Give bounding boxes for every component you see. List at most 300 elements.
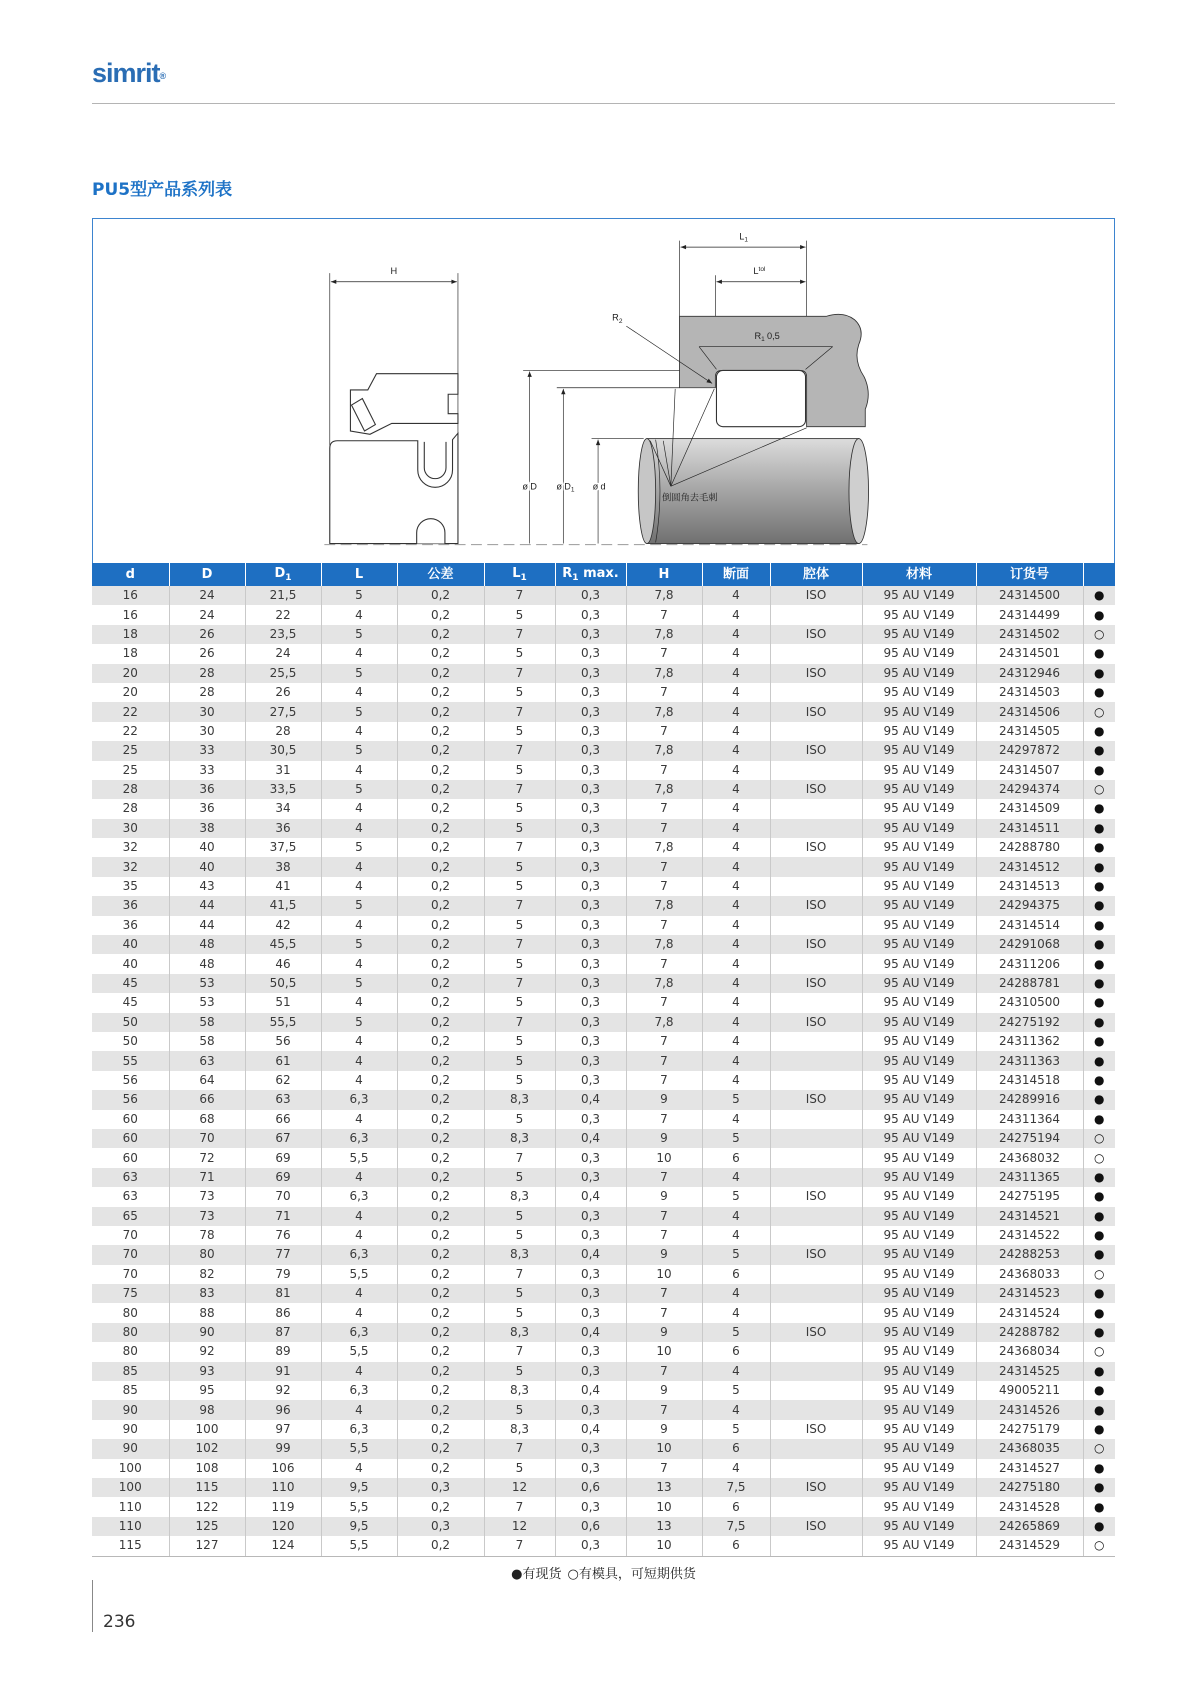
cell-order-number: 24314513 (976, 877, 1083, 896)
cell-H: 7 (626, 799, 702, 818)
cell-cavity: ISO (770, 974, 862, 993)
cell-D1: 96 (245, 1400, 321, 1419)
cell-availability: ● (1083, 819, 1115, 838)
cell-D: 30 (169, 722, 245, 741)
table-row (92, 1265, 1115, 1284)
cell-L: 4 (321, 761, 397, 780)
cell-order-number: 24314526 (976, 1400, 1083, 1419)
cell-L1: 5 (484, 1362, 555, 1381)
cell-material: 95 AU V149 (862, 1362, 976, 1381)
cell-cavity (770, 1129, 862, 1148)
cell-R1-max: 0,3 (555, 916, 626, 935)
cell-L1: 7 (484, 935, 555, 954)
cell-D1: 124 (245, 1536, 321, 1556)
cell-order-number: 24310500 (976, 993, 1083, 1012)
cell-section: 4 (702, 1071, 770, 1090)
cell-R1-max: 0,3 (555, 1342, 626, 1361)
cell-material: 95 AU V149 (862, 683, 976, 702)
cell-d: 110 (92, 1517, 169, 1536)
cell-order-number: 24368034 (976, 1342, 1083, 1361)
cell-H: 10 (626, 1497, 702, 1516)
cell-H: 7,8 (626, 974, 702, 993)
cell-R1-max: 0,3 (555, 838, 626, 857)
table-row (92, 1420, 1115, 1439)
cell-d: 63 (122, 1189, 138, 1204)
cell-availability: ● (1083, 1381, 1115, 1400)
col-header-D1 (245, 563, 321, 586)
cell-d: 56 (122, 1072, 138, 1087)
cell-L1: 5 (484, 916, 555, 935)
cell-D1: 106 (245, 1459, 321, 1478)
cell-order-number: 24314505 (976, 722, 1083, 741)
cell-material: 95 AU V149 (862, 1478, 976, 1497)
cell-tolerance: 0,2 (397, 993, 484, 1012)
cell-R1-max: 0,3 (555, 664, 626, 683)
cell-tolerance: 0,2 (397, 819, 484, 838)
cell-R1-max: 0,3 (555, 1303, 626, 1322)
cell-H: 7 (626, 993, 702, 1012)
cell-H: 7 (626, 1207, 702, 1226)
cell-D1: 77 (245, 1245, 321, 1264)
cell-R1-max: 0,4 (555, 1245, 626, 1264)
cell-L: 4 (321, 916, 397, 935)
cell-tolerance: 0,2 (397, 1207, 484, 1226)
cell-R1-max: 0,3 (555, 761, 626, 780)
diagram-box (92, 218, 1115, 563)
cell-R1-max: 0,3 (555, 877, 626, 896)
cell-order-number: 24368035 (976, 1439, 1083, 1458)
cell-cavity (770, 1265, 862, 1284)
cell-D: 68 (169, 1110, 245, 1129)
cell-availability: ● (1083, 1323, 1115, 1342)
col-header-R1-max (555, 563, 626, 586)
cell-material: 95 AU V149 (862, 857, 976, 876)
cell-D: 108 (169, 1459, 245, 1478)
cell-H: 9 (626, 1129, 702, 1148)
cell-availability: ● (1083, 722, 1115, 741)
table-row (92, 1245, 1115, 1264)
r2-label-sub: 2 (618, 317, 623, 325)
cell-R1-max: 0,3 (555, 935, 626, 954)
cell-L1: 7 (484, 625, 555, 644)
cell-order-number: 24311364 (976, 1110, 1083, 1129)
cell-section: 4 (702, 741, 770, 760)
table-row (92, 1090, 1115, 1109)
table-row (92, 702, 1115, 721)
table-row (92, 1226, 1115, 1245)
cell-tolerance: 0,3 (397, 1478, 484, 1497)
cell-material: 95 AU V149 (862, 1207, 976, 1226)
cell-section: 4 (702, 586, 770, 605)
cell-d: 32 (122, 840, 138, 855)
cell-R1-max: 0,3 (555, 683, 626, 702)
cell-cavity: ISO (770, 1090, 862, 1109)
cell-tolerance: 0,2 (397, 1168, 484, 1187)
cell-order-number: 24265869 (976, 1517, 1083, 1536)
h-label: H (390, 266, 398, 277)
table-row (92, 1497, 1115, 1516)
cell-D: 24 (169, 605, 245, 624)
cell-tolerance: 0,2 (397, 741, 484, 760)
d1-main: D (564, 481, 571, 492)
cell-availability: ● (1083, 1110, 1115, 1129)
cell-D1: 92 (245, 1381, 321, 1400)
cell-availability: ● (1083, 1420, 1115, 1439)
cell-section: 4 (702, 954, 770, 973)
cell-L1: 7 (484, 974, 555, 993)
cell-material: 95 AU V149 (862, 1187, 976, 1206)
table-row (92, 1400, 1115, 1419)
cell-material: 95 AU V149 (862, 1536, 976, 1556)
cell-D1: 42 (245, 916, 321, 935)
r2-label-main: R (612, 312, 619, 323)
cell-D1: 110 (245, 1478, 321, 1497)
cell-D1: 50,5 (245, 974, 321, 993)
cell-material: 95 AU V149 (862, 1381, 976, 1400)
cell-section: 4 (702, 1303, 770, 1322)
cell-material: 95 AU V149 (862, 1342, 976, 1361)
cell-H: 7 (626, 1303, 702, 1322)
cell-section: 6 (702, 1536, 770, 1556)
cell-availability: ● (1083, 1168, 1115, 1187)
cell-tolerance: 0,2 (397, 1420, 484, 1439)
cell-R1-max: 0,3 (555, 1071, 626, 1090)
cell-D1: 69 (245, 1148, 321, 1167)
cell-cavity (770, 857, 862, 876)
rod-body (647, 439, 859, 544)
cell-availability: ● (1083, 586, 1115, 605)
cell-availability: ● (1083, 605, 1115, 624)
cell-H: 7,8 (626, 741, 702, 760)
cell-material: 95 AU V149 (862, 799, 976, 818)
cell-D: 30 (169, 702, 245, 721)
cell-D: 90 (169, 1323, 245, 1342)
table-row (92, 974, 1115, 993)
cell-d: 50 (92, 1013, 169, 1032)
cell-L: 5 (321, 935, 397, 954)
col-header-label: H (658, 566, 670, 582)
cell-R1-max: 0,3 (555, 605, 626, 624)
cell-D: 98 (169, 1400, 245, 1419)
cell-H: 9 (626, 1245, 702, 1264)
cell-H: 7 (626, 761, 702, 780)
cell-d: 18 (122, 646, 138, 661)
cell-L1: 5 (484, 954, 555, 973)
cell-availability: ● (1083, 1090, 1115, 1109)
cell-L1: 5 (484, 644, 555, 663)
cell-order-number: 24288780 (976, 838, 1083, 857)
cell-L: 5,5 (321, 1497, 397, 1516)
table-row (92, 993, 1115, 1012)
cell-L: 6,3 (321, 1090, 397, 1109)
cell-order-number: 24294375 (976, 896, 1083, 915)
table-row (92, 838, 1115, 857)
cell-material: 95 AU V149 (862, 1284, 976, 1303)
cell-cavity (770, 1303, 862, 1322)
cell-d: 25 (122, 762, 138, 777)
cell-tolerance: 0,2 (397, 1323, 484, 1342)
cell-D: 38 (169, 819, 245, 838)
cell-L: 4 (321, 1032, 397, 1051)
cell-D1: 36 (245, 819, 321, 838)
cell-D1: 41,5 (245, 896, 321, 915)
cell-d: 90 (92, 1439, 169, 1458)
table-row (92, 799, 1115, 818)
cell-availability: ● (1083, 1362, 1115, 1381)
cell-order-number: 24314511 (976, 819, 1083, 838)
cell-L: 4 (321, 954, 397, 973)
cell-material: 95 AU V149 (862, 916, 976, 935)
cell-L1: 7 (484, 1342, 555, 1361)
cell-section: 4 (702, 1226, 770, 1245)
cell-availability: ● (1083, 1517, 1115, 1536)
cell-cavity: ISO (770, 664, 862, 683)
col-header-L (321, 563, 397, 586)
cell-D: 72 (169, 1148, 245, 1167)
cell-D1: 45,5 (245, 935, 321, 954)
cell-D: 40 (169, 857, 245, 876)
cell-R1-max: 0,3 (555, 1013, 626, 1032)
cell-L1: 8,3 (484, 1381, 555, 1400)
table-row (92, 1381, 1115, 1400)
cell-R1-max: 0,4 (555, 1187, 626, 1206)
cell-order-number: 24275194 (976, 1129, 1083, 1148)
cell-material: 95 AU V149 (862, 877, 976, 896)
cell-D: 78 (169, 1226, 245, 1245)
table-row (92, 722, 1115, 741)
cell-L: 5,5 (321, 1536, 397, 1556)
cell-D1: 51 (245, 993, 321, 1012)
d-outer-label (522, 481, 537, 491)
col-header-label: 订货号 (1009, 566, 1049, 582)
cell-material: 95 AU V149 (862, 1459, 976, 1478)
cell-d: 90 (92, 1400, 169, 1419)
table-body (92, 586, 1115, 1556)
page-number-rule (92, 1580, 93, 1632)
cell-H: 9 (626, 1381, 702, 1400)
cell-cavity (770, 1148, 862, 1167)
cell-cavity (770, 1071, 862, 1090)
cell-section: 4 (702, 1284, 770, 1303)
cell-d: 45 (92, 974, 169, 993)
legend-in-stock: ●有现货 (511, 1567, 562, 1582)
cell-d: 85 (122, 1383, 138, 1398)
table-row (92, 877, 1115, 896)
cell-tolerance: 0,2 (397, 605, 484, 624)
cell-cavity (770, 1226, 862, 1245)
cell-d: 110 (118, 1499, 142, 1514)
cell-L: 4 (321, 683, 397, 702)
cell-cavity (770, 1439, 862, 1458)
cell-tolerance: 0,2 (397, 1013, 484, 1032)
cell-D1: 63 (245, 1090, 321, 1109)
col-header-availability (1083, 563, 1115, 586)
cell-D1: 56 (245, 1032, 321, 1051)
cell-section: 5 (702, 1381, 770, 1400)
col-header-label: L (512, 566, 521, 581)
cell-R1-max: 0,6 (555, 1478, 626, 1497)
cell-material: 95 AU V149 (862, 1226, 976, 1245)
cell-section: 4 (702, 683, 770, 702)
cell-D: 71 (169, 1168, 245, 1187)
cell-d: 85 (92, 1362, 169, 1381)
cell-L: 4 (321, 819, 397, 838)
col-header-suffix: max. (578, 566, 619, 581)
cell-material: 95 AU V149 (862, 896, 976, 915)
cell-d: 60 (92, 1129, 169, 1148)
cell-material: 95 AU V149 (862, 974, 976, 993)
table-row (92, 1284, 1115, 1303)
cell-R1-max: 0,4 (555, 1129, 626, 1148)
cell-d: 100 (92, 1478, 169, 1497)
cell-cavity (770, 1381, 862, 1400)
cell-R1-max: 0,4 (555, 1090, 626, 1109)
table-row (92, 1187, 1115, 1206)
cell-cavity (770, 722, 862, 741)
cell-H: 7,8 (626, 896, 702, 915)
cell-availability: ○ (1083, 625, 1115, 644)
cell-tolerance: 0,2 (397, 1129, 484, 1148)
table-row (92, 1168, 1115, 1187)
cell-d: 36 (122, 917, 138, 932)
cell-L1: 5 (484, 1110, 555, 1129)
col-header-label: d (125, 566, 135, 582)
cell-d: 18 (92, 625, 169, 644)
cell-tolerance: 0,2 (397, 1226, 484, 1245)
cell-material: 95 AU V149 (862, 1090, 976, 1109)
cell-section: 6 (702, 1265, 770, 1284)
cell-availability: ● (1083, 877, 1115, 896)
cell-availability: ● (1083, 1284, 1115, 1303)
cell-section: 4 (702, 1459, 770, 1478)
cell-section: 6 (702, 1497, 770, 1516)
cell-D1: 79 (245, 1265, 321, 1284)
cell-D: 100 (169, 1420, 245, 1439)
cell-tolerance: 0,2 (397, 857, 484, 876)
cell-L: 4 (321, 605, 397, 624)
cell-order-number: 24311365 (976, 1168, 1083, 1187)
cell-cavity (770, 799, 862, 818)
cell-order-number: 24314522 (976, 1226, 1083, 1245)
col-header-D (169, 563, 245, 586)
cell-section: 4 (702, 1362, 770, 1381)
r1-label-main: R (754, 331, 762, 342)
cell-availability: ● (1083, 954, 1115, 973)
cell-material: 95 AU V149 (862, 761, 976, 780)
cell-order-number: 24314521 (976, 1207, 1083, 1226)
cell-L1: 8,3 (484, 1129, 555, 1148)
cell-D1: 31 (245, 761, 321, 780)
cell-order-number: 24288253 (976, 1245, 1083, 1264)
cell-d: 90 (122, 1421, 138, 1436)
cell-D: 73 (169, 1207, 245, 1226)
cell-cavity: ISO (770, 1187, 862, 1206)
cell-H: 7,8 (626, 935, 702, 954)
cell-d: 25 (92, 741, 169, 760)
cell-availability: ● (1083, 761, 1115, 780)
cell-cavity (770, 916, 862, 935)
cell-availability: ● (1083, 1245, 1115, 1264)
cell-section: 5 (702, 1090, 770, 1109)
cell-availability: ● (1083, 1187, 1115, 1206)
l1-label-main: L (739, 231, 745, 242)
cell-H: 13 (626, 1517, 702, 1536)
table-row (92, 683, 1115, 702)
table-row (92, 935, 1115, 954)
cell-L: 5 (321, 625, 397, 644)
cell-L: 4 (321, 722, 397, 741)
cell-order-number: 24288781 (976, 974, 1083, 993)
cell-cavity: ISO (770, 625, 862, 644)
rod-end-face (849, 439, 869, 544)
cell-L: 4 (321, 1303, 397, 1322)
cell-L: 5,5 (321, 1265, 397, 1284)
table-row (92, 1303, 1115, 1322)
cell-R1-max: 0,4 (555, 1381, 626, 1400)
cell-tolerance: 0,2 (397, 1362, 484, 1381)
cell-R1-max: 0,3 (555, 1207, 626, 1226)
cell-d: 65 (92, 1207, 169, 1226)
cell-L: 5 (321, 741, 397, 760)
cell-cavity: ISO (770, 935, 862, 954)
cell-L1: 5 (484, 799, 555, 818)
cell-D: 26 (169, 644, 245, 663)
cell-tolerance: 0,2 (397, 1110, 484, 1129)
cell-R1-max: 0,3 (555, 741, 626, 760)
cell-d: 63 (92, 1168, 169, 1187)
cell-tolerance: 0,2 (397, 664, 484, 683)
cell-H: 9 (626, 1420, 702, 1439)
cell-D: 36 (169, 799, 245, 818)
cell-L1: 7 (484, 1265, 555, 1284)
cell-section: 4 (702, 702, 770, 721)
cell-order-number: 24368033 (976, 1265, 1083, 1284)
cell-d: 32 (92, 857, 169, 876)
cell-d: 28 (122, 801, 138, 816)
cell-L1: 7 (484, 702, 555, 721)
cell-L1: 5 (484, 1459, 555, 1478)
cell-D1: 120 (245, 1517, 321, 1536)
cell-availability: ● (1083, 1207, 1115, 1226)
cell-R1-max: 0,3 (555, 1168, 626, 1187)
cell-section: 5 (702, 1129, 770, 1148)
cell-L: 4 (321, 857, 397, 876)
col-header-label: D (274, 566, 286, 581)
seal-profile-drawing (330, 266, 458, 543)
cell-d: 16 (92, 586, 169, 605)
cell-D1: 23,5 (245, 625, 321, 644)
cell-L1: 5 (484, 1303, 555, 1322)
cell-section: 7,5 (702, 1478, 770, 1497)
cell-H: 7 (626, 1459, 702, 1478)
cell-L1: 7 (484, 780, 555, 799)
cell-D1: 55,5 (245, 1013, 321, 1032)
cell-cavity: ISO (770, 780, 862, 799)
cell-material: 95 AU V149 (862, 1303, 976, 1322)
cell-availability: ● (1083, 644, 1115, 663)
table-row (92, 761, 1115, 780)
cell-D1: 30,5 (245, 741, 321, 760)
cell-L1: 5 (484, 1032, 555, 1051)
l1-label-sub: 1 (744, 236, 749, 244)
cell-material: 95 AU V149 (862, 1168, 976, 1187)
cell-order-number: 24314499 (976, 605, 1083, 624)
cell-cavity (770, 683, 862, 702)
cell-L: 6,3 (321, 1129, 397, 1148)
cell-D: 28 (169, 683, 245, 702)
cell-D: 70 (169, 1129, 245, 1148)
cell-order-number: 24311363 (976, 1051, 1083, 1070)
